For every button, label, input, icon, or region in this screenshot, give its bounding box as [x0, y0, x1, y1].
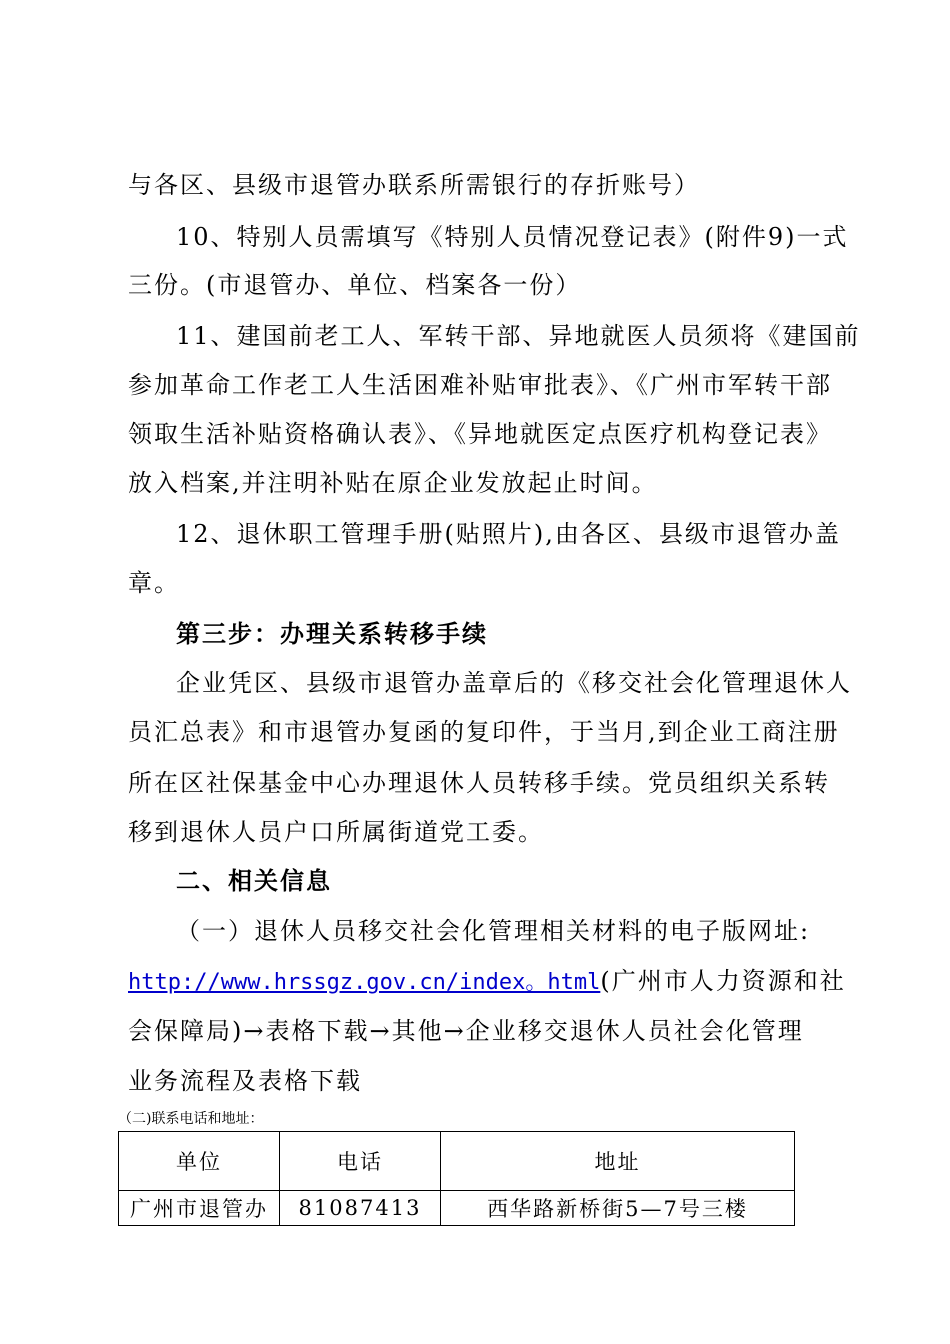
paragraph-line: 参加革命工作老工人生活困难补贴审批表》、《广州市军转干部 — [128, 371, 832, 399]
url-line — [128, 966, 846, 998]
paragraph-line: 与各区、县级市退管办联系所需银行的存折账号） — [128, 171, 700, 199]
table-row — [119, 1191, 795, 1226]
paragraph-line: 会保障局)→表格下载→其他→企业移交退休人员社会化管理 — [128, 1017, 804, 1045]
table-header-row — [119, 1132, 795, 1191]
header-phone: 电话 — [280, 1132, 441, 1191]
header-address: 地址 — [441, 1132, 795, 1191]
header-unit: 单位 — [119, 1132, 280, 1191]
paragraph-line: 员汇总表》和市退管办复函的复印件，于当月,到企业工商注册 — [128, 718, 840, 746]
url-suffix-text: (广州市人力资源和社 — [600, 967, 846, 995]
paragraph-line: 领取生活补贴资格确认表》、《异地就医定点医疗机构登记表》 — [128, 420, 832, 448]
paragraph-line: 三份。(市退管办、单位、档案各一份） — [128, 271, 582, 299]
paragraph-line: （一）退休人员移交社会化管理相关材料的电子版网址: — [176, 917, 811, 945]
paragraph-line: 章。 — [128, 569, 180, 597]
paragraph-line: 业务流程及表格下载 — [128, 1067, 362, 1095]
paragraph-line: 企业凭区、县级市退管办盖章后的《移交社会化管理退休人 — [176, 669, 852, 697]
contact-section-label: （二)联系电话和地址： — [118, 1111, 264, 1127]
cell-unit: 广州市退管办 — [119, 1191, 280, 1226]
section-heading-step3: 第三步：办理关系转移手续 — [176, 619, 488, 648]
section-heading-related-info: 二、相关信息 — [176, 866, 332, 895]
resource-link[interactable]: http://www.hrssgz.gov.cn/index。html — [128, 970, 601, 995]
paragraph-line: 10、特别人员需填写《特别人员情况登记表》(附件9)一式 — [176, 223, 849, 251]
paragraph-line: 11、建国前老工人、军转干部、异地就医人员须将《建国前 — [176, 322, 861, 350]
paragraph-line: 放入档案,并注明补贴在原企业发放起止时间。 — [128, 469, 658, 497]
cell-address: 西华路新桥街5—7号三楼 — [441, 1191, 795, 1226]
paragraph-line: 12、退休职工管理手册(贴照片),由各区、县级市退管办盖 — [176, 520, 841, 548]
contact-table — [118, 1131, 795, 1226]
cell-phone: 81087413 — [280, 1191, 441, 1226]
paragraph-line: 所在区社保基金中心办理退休人员转移手续。党员组织关系转 — [128, 769, 830, 797]
paragraph-line: 移到退休人员户口所属街道党工委。 — [128, 818, 544, 846]
